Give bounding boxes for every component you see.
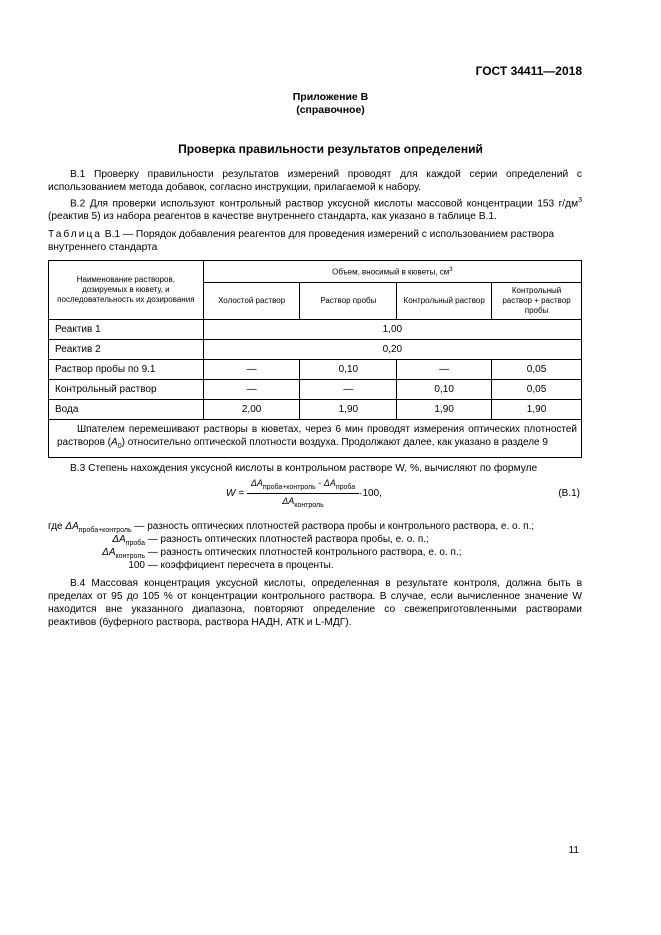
row-name: Контрольный раствор: [49, 380, 204, 400]
den: ΔA: [282, 495, 295, 506]
formula-b1: [226, 478, 382, 509]
row-name: Раствор пробы по 9.1: [49, 360, 204, 380]
row-value: 1,00: [203, 320, 581, 340]
def3-text: — разность оптических плотностей контрольного раствора, е. о. п.;: [145, 547, 462, 558]
formula-tail: ·100,: [359, 487, 382, 499]
table-caption: [48, 228, 582, 254]
def2-symbol: ΔA: [112, 534, 126, 545]
def4-text: — коэффициент пересчета в проценты.: [145, 560, 334, 571]
appendix-title: Приложение В: [292, 91, 369, 103]
reagents-table: [48, 260, 582, 458]
footnote-post: ) относительно оптической плотности воздуха. Продолжают далее, как указано в разделе 9: [121, 436, 548, 448]
table-row: [49, 400, 582, 420]
header-volume: [203, 261, 581, 283]
def1-sub: проба+контроль: [78, 527, 132, 534]
header-volume-sup: 3: [449, 267, 453, 274]
header-solution-names: Наименование растворов, дозируемых в кювету, и последовательность их дозирования: [49, 261, 204, 320]
document-code: ГОСТ 34411—2018: [475, 64, 582, 78]
cell: 0,10: [300, 360, 397, 380]
num-b: ΔA: [323, 478, 336, 488]
row-name: Реактив 1: [49, 320, 204, 340]
paragraph-b3-text: В.3 Степень нахождения уксусной кислоты в контрольном растворе W, %, вычисляют по формуле: [70, 463, 538, 474]
row-value: 0,20: [203, 340, 581, 360]
cell: 2,00: [203, 400, 300, 420]
num-a: ΔA: [250, 478, 263, 488]
num-minus: -: [315, 478, 324, 488]
cell: 0,05: [492, 360, 582, 380]
paragraph-b4: [48, 577, 582, 629]
cell: —: [203, 360, 300, 380]
table-row: [49, 360, 582, 380]
paragraph-b2-pre: В.2 Для проверки используют контрольный раствор уксусной кислоты массовой концентрации 153 г/дм: [70, 198, 579, 210]
paragraph-b1: [48, 168, 582, 194]
paragraph-b2-post: (реактив 5) из набора реагентов в качестве внутреннего стандарта, как указано в таблице В.1.: [48, 211, 497, 223]
header-sample: Раствор пробы: [300, 283, 397, 320]
formula-number: (В.1): [558, 488, 580, 499]
page-number: 11: [568, 845, 579, 856]
table-row: [49, 320, 582, 340]
def1-symbol: ΔA: [65, 521, 79, 532]
paragraph-b4-text: В.4 Массовая концентрация уксусной кислоты, определенная в результате контроля, должна быть в пределах от 95 до 105 % от концентрации контрольного раствора. В случае, если вычисленное значение W находится вне указанного диапазона, повторяют определение со свежеприготовленными растворами реактивов (буферного раствора, раствора НАДН, АТК и L-МДГ).: [48, 578, 582, 628]
header-control: Контрольный раствор: [397, 283, 492, 320]
den-sub: контроль: [294, 501, 324, 509]
cell: 1,90: [397, 400, 492, 420]
header-volume-text: Объем, вносимый в кюветы, см: [332, 267, 450, 277]
where-label: где: [48, 521, 66, 532]
appendix-heading: [0, 91, 661, 117]
formula-numerator: [247, 478, 359, 494]
cell: —: [203, 380, 300, 400]
num-a-sub: проба+контроль: [262, 483, 316, 491]
cell: 0,05: [492, 380, 582, 400]
formula-lhs: W =: [226, 487, 245, 499]
table-caption-prefix: Таблица: [48, 229, 102, 240]
footnote-symbol: A: [111, 436, 118, 448]
section-title: Проверка правильности результатов определений: [178, 142, 483, 156]
row-name: Реактив 2: [49, 340, 204, 360]
cell: 0,10: [397, 380, 492, 400]
cell: 1,90: [300, 400, 397, 420]
footnote-pre: Шпателем перемешивают растворы в кюветах, через 6 мин проводят измерения оптических плотностей растворов (: [57, 424, 577, 448]
cell: —: [300, 380, 397, 400]
cell: —: [397, 360, 492, 380]
paragraph-b3: [48, 462, 582, 475]
table-row: [49, 380, 582, 400]
header-control-plus-sample: Контрольный раствор + раствор пробы: [492, 283, 582, 320]
row-name: Вода: [49, 400, 204, 420]
def2-text: — разность оптических плотностей раствора пробы, е. о. п.;: [145, 534, 429, 545]
cell: 1,90: [492, 400, 582, 420]
paragraph-b2-sup: 3: [578, 197, 582, 204]
table-footnote: [49, 420, 582, 458]
appendix-note: (справочное): [296, 104, 365, 116]
paragraph-b2: [48, 194, 582, 223]
def1-text: — разность оптических плотностей раствора пробы и контрольного раствора, е. о. п.;: [131, 521, 535, 532]
header-blank: Холостой раствор: [203, 283, 300, 320]
paragraph-b1-text: В.1 Проверку правильности результатов измерений проводят для каждой серии определений с использованием метода добавок, согласно инструкции, прилагаемой к набору.: [48, 169, 582, 193]
def4-symbol: 100: [128, 560, 145, 571]
formula-denominator: [247, 494, 359, 509]
formula-fraction: [247, 478, 359, 509]
footnote-sub: 0: [117, 442, 122, 450]
table-caption-text: В.1 — Порядок добавления реагентов для проведения измерений с использованием раствора внутреннего стандарта: [48, 229, 555, 253]
def3-sub: контроль: [115, 553, 145, 560]
def3-symbol: ΔA: [102, 547, 116, 558]
def2-sub: проба: [125, 540, 145, 547]
num-b-sub: проба: [335, 483, 356, 491]
definition-4: [48, 560, 582, 573]
table-row: [49, 340, 582, 360]
